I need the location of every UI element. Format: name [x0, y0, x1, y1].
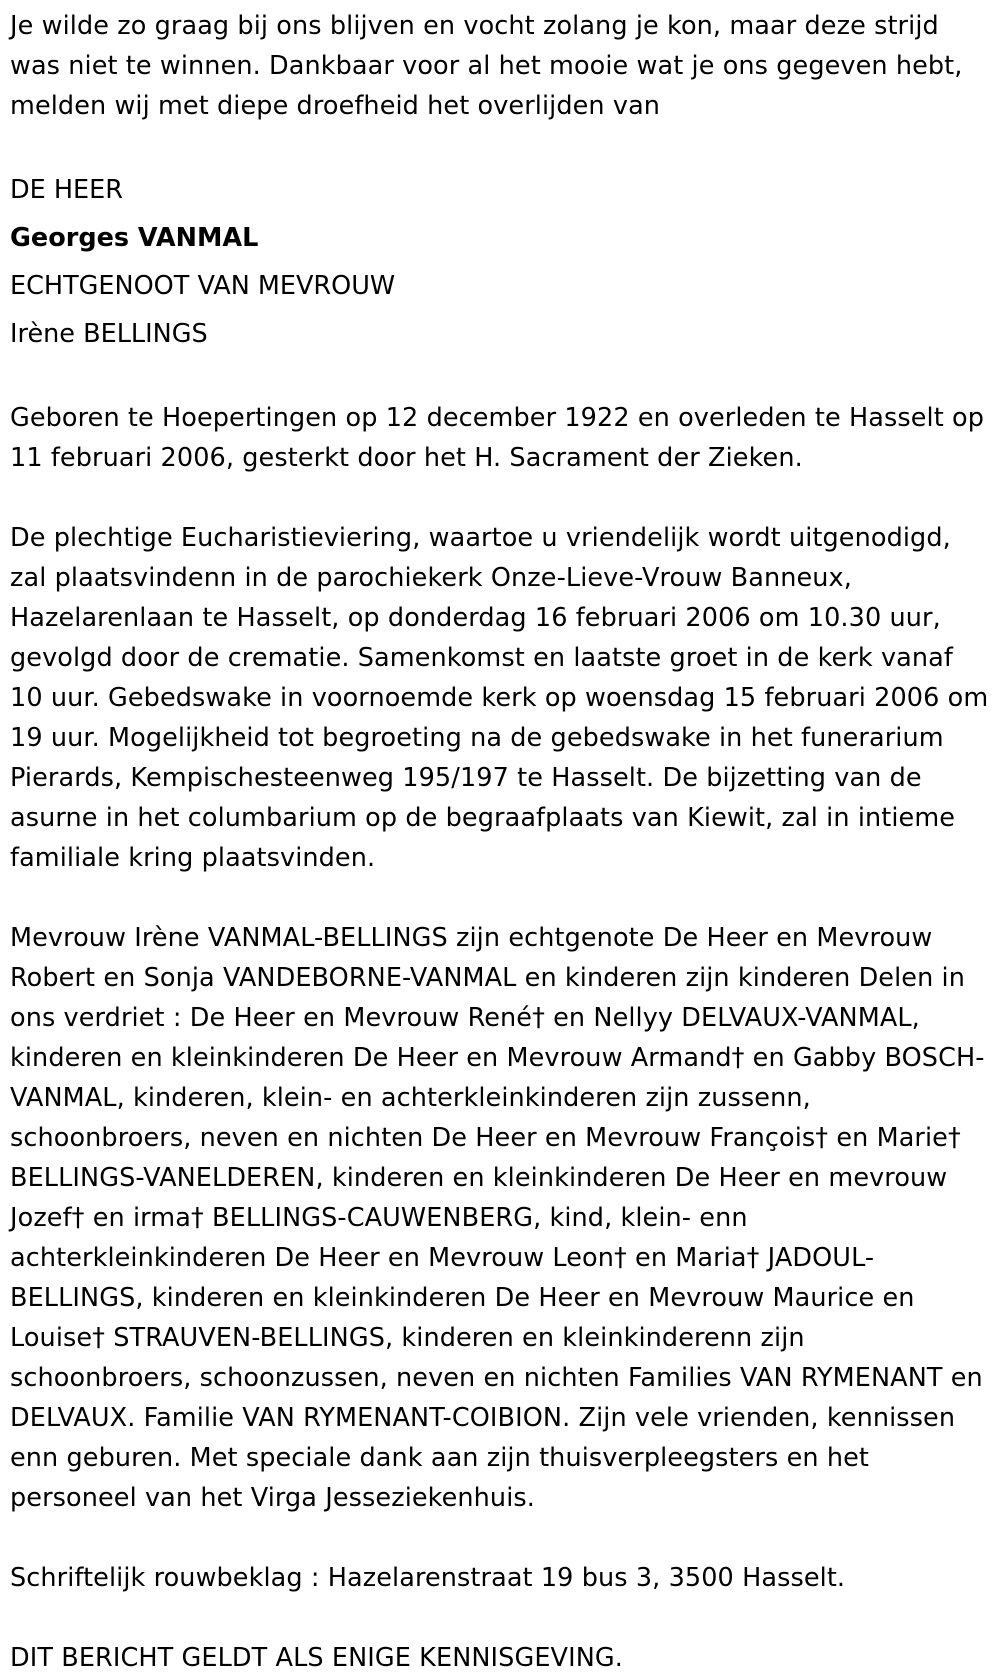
spacer — [10, 1518, 990, 1558]
condolence-address: Schriftelijk rouwbeklag : Hazelarenstraat 19 bus 3, 3500 Hasselt. — [10, 1563, 846, 1593]
ceremony-paragraph: De plechtige Eucharistieviering, waartoe u vriendelijk wordt uitgenodigd, zal plaatsvindenn in de parochiekerk Onze-Lieve-Vrouw Banneux, Hazelarenlaan te Hasselt, op donderdag 16 februari 2006 om 10.30 uur, gevolgd door de crematie. Samenkomst en laatste groet in de kerk vanaf 10 uur. Gebedswake in voornoemde kerk op woensdag 15 februari 2006 om 19 uur. Mogelijkheid tot begroeting na de gebedswake in het funerarium Pierards, Kempischesteenweg 195/197 te Hasselt. De bijzetting van de asurne in het columbarium op de begraafplaats van Kiewit, zal in intieme familiale kring plaatsvinden. — [10, 523, 989, 873]
notice-line: DIT BERICHT GELDT ALS ENIGE KENNISGEVING. — [10, 1643, 623, 1673]
deceased-name: Georges VANMAL — [10, 223, 259, 253]
spouse-name: Irène BELLINGS — [10, 319, 208, 349]
spacer — [10, 126, 990, 166]
spacer — [10, 878, 990, 918]
spacer — [10, 478, 990, 518]
deceased-relation: ECHTGENOOT VAN MEVROUW — [10, 271, 396, 301]
birth-death-paragraph: Geboren te Hoepertingen op 12 december 1922 en overleden te Hasselt op 11 februari 2006, gesterkt door het H. Sacrament der Zieken. — [10, 403, 985, 473]
intro-paragraph: Je wilde zo graag bij ons blijven en vocht zolang je kon, maar deze strijd was niet te winnen. Dankbaar voor al het mooie wat je ons gegeven hebt, melden wij met diepe droefheid het overlijden van — [10, 11, 963, 121]
deceased-title: DE HEER — [10, 175, 123, 205]
spacer — [10, 358, 990, 398]
family-paragraph: Mevrouw Irène VANMAL-BELLINGS zijn echtgenote De Heer en Mevrouw Robert en Sonja VANDEBORNE-VANMAL en kinderen zijn kinderen Delen in ons verdriet : De Heer en Mevrouw René† en Nellyy DELVAUX-VANMAL, kinderen en kleinkinderen De Heer en Mevrouw Armand† en Gabby BOSCH-VANMAL, kinderen, klein- en achterkleinkinderen zijn zussenn, schoonbroers, neven en nichten De Heer en Mevrouw François† en Marie† BELLINGS-VANELDEREN, kinderen en kleinkinderen De Heer en mevrouw Jozef† en irma† BELLINGS-CAUWENBERG, kind, klein- enn achterkleinkinderen De Heer en Mevrouw Leon† en Maria† JADOUL-BELLINGS, kinderen en kleinkinderen De Heer en Mevrouw Maurice en Louise† STRAUVEN-BELLINGS, kinderen en kleinkinderenn zijn schoonbroers, schoonzussen, neven en nichten Families VAN RYMENANT en DELVAUX. Familie VAN RYMENANT-COIBION. Zijn vele vrienden, kennissen enn geburen. Met speciale dank aan zijn thuisverpleegsters en het personeel van het Virga Jesseziekenhuis. — [10, 923, 985, 1513]
spacer — [10, 1598, 990, 1638]
